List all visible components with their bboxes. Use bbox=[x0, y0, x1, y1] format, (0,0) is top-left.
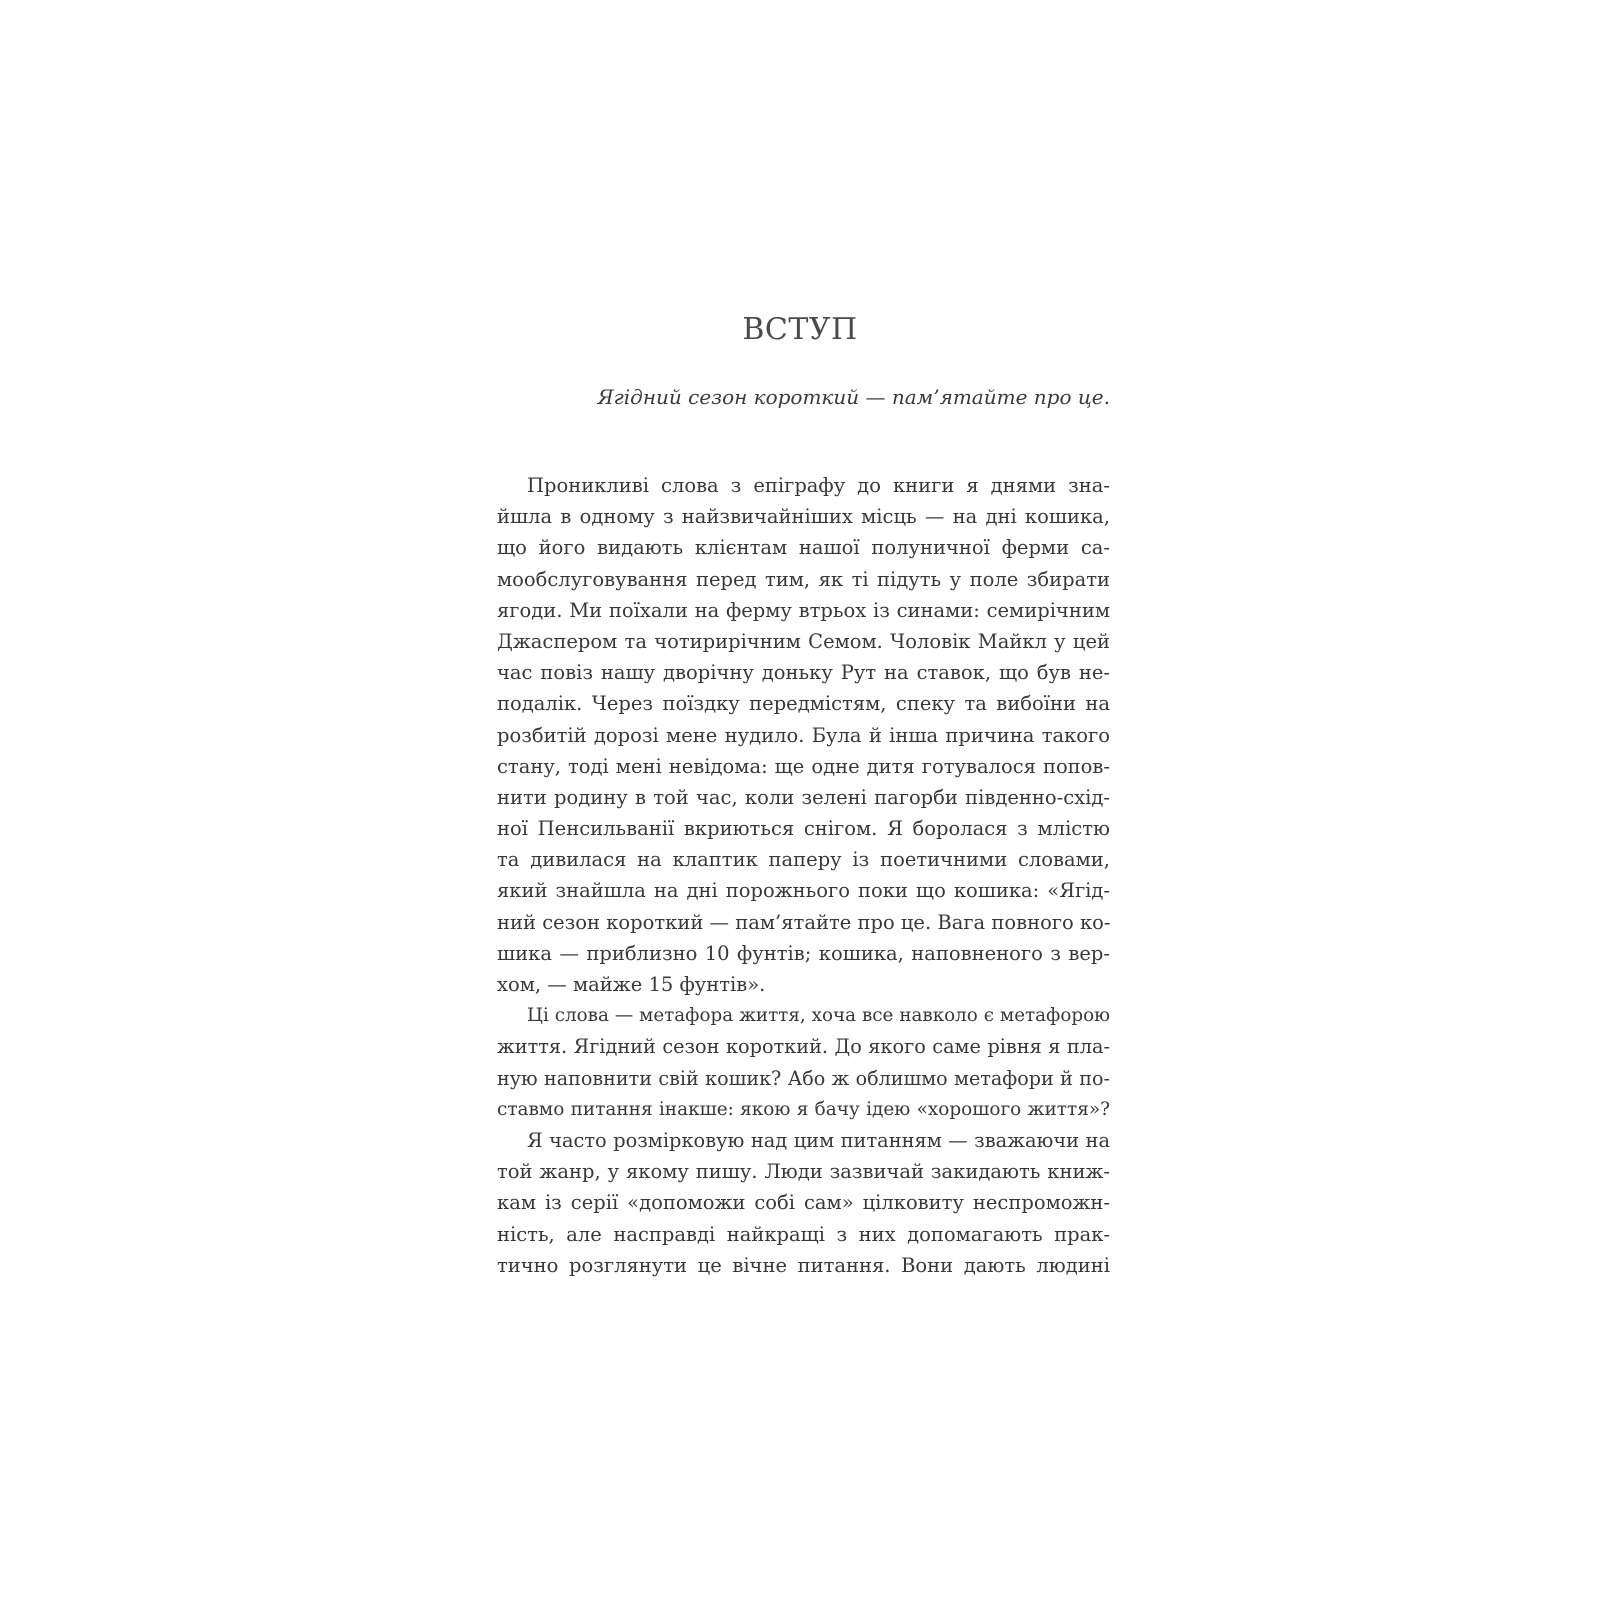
text-line: нити родину в той час, коли зелені пагорби південно-схід- bbox=[497, 785, 1110, 809]
text-line: життя. Ягідний сезон короткий. До якого саме рівня я пла- bbox=[497, 1035, 1110, 1059]
text-line: ний сезон короткий — пам’ятайте про це. Вага повного ко- bbox=[497, 910, 1111, 934]
epigraph: Ягідний сезон короткий — пам’ятайте про це. bbox=[597, 385, 1110, 409]
text-line: тично розглянути це вічне питання. Вони дають людині bbox=[497, 1253, 1110, 1277]
text-line: ність, але насправді найкращі з них допомагають прак- bbox=[497, 1222, 1110, 1246]
text-line: ної Пенсильванії вкриються снігом. Я боролася з млістю bbox=[497, 817, 1110, 841]
text-line: Проникливі слова з епіграфу до книги я днями зна- bbox=[527, 474, 1110, 497]
text-line: той жанр, у якому пишу. Люди зазвичай закидають книж- bbox=[497, 1160, 1110, 1184]
text-line: подалік. Через поїздку передмістям, спеку та вибоїни на bbox=[497, 692, 1110, 716]
text-line: Джаспером та чотирирічним Семом. Чоловік Майкл у цей bbox=[497, 629, 1110, 653]
body-text bbox=[497, 470, 1110, 1281]
text-line: ную наповнити свій кошик? Або ж облишмо метафори й по- bbox=[497, 1066, 1110, 1090]
text-line: ставмо питання інакше: якою я бачу ідею «хорошого життя»? bbox=[497, 1098, 1110, 1120]
text-line: що його видають клієнтам нашої полуничної ферми са- bbox=[497, 536, 1110, 560]
chapter-title: ВСТУП bbox=[742, 312, 858, 347]
text-line: Ці слова — метафора життя, хоча все навколо є метафорою bbox=[527, 1005, 1110, 1027]
text-line: кам із серії «допоможи собі сам» цілковиту неспроможн- bbox=[497, 1191, 1110, 1215]
text-line: стану, тоді мені невідома: ще одне дитя готувалося попов- bbox=[497, 754, 1110, 778]
text-line: йшла в одному з найзвичайніших місць — на дні кошика, bbox=[497, 505, 1110, 529]
text-line: мообслуговування перед тим, як ті підуть у поле збирати bbox=[497, 567, 1110, 591]
text-line: ягоди. Ми поїхали на ферму втрьох із синами: семирічним bbox=[497, 598, 1110, 622]
text-line: та дивилася на клаптик паперу із поетичними словами, bbox=[497, 848, 1110, 872]
text-line: розбитій дорозі мене нудило. Була й інша причина такого bbox=[497, 723, 1110, 747]
text-line: шика — приблизно 10 фунтів; кошика, наповненого з вер- bbox=[497, 941, 1110, 965]
text-line: час повіз нашу дворічну доньку Рут на ставок, що був не- bbox=[497, 661, 1110, 685]
text-line: який знайшла на дні порожнього поки що кошика: «Ягід- bbox=[497, 879, 1110, 903]
text-line: Я часто розмірковую над цим питанням — зважаючи на bbox=[527, 1128, 1110, 1152]
text-line: хом, — майже 15 фунтів». bbox=[497, 973, 766, 996]
